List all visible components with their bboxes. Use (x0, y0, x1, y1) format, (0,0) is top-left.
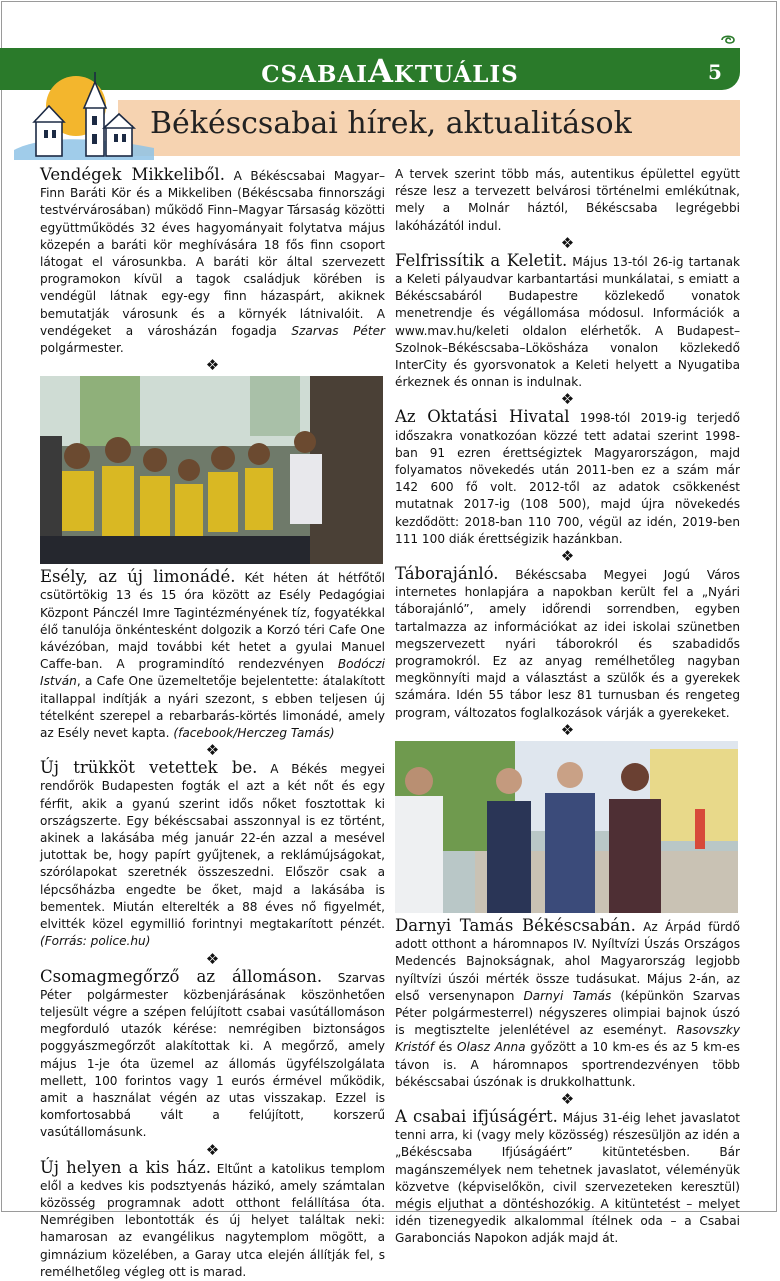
person-name: Bodóczi István (40, 657, 385, 689)
separator-ornament: ❖ (205, 1140, 220, 1159)
article-oktatasi (395, 408, 740, 548)
article-haz (40, 1159, 385, 1281)
right-column (395, 166, 740, 1248)
article-body: Eltűnt a katolikus templom elől a kedves kis podsztyenás házikó, amely számtalan közösség programnak adott otthont felállítása óta. Nemrégiben lebontották és új helyet találtak neki: hamarosan az evangélikus nagytemplom mögött, a gimnázium közelében, a Garay utca elején állítják fel, s remélhetőleg végleg ott is marad. (40, 1161, 385, 1279)
article-body: Két héten át hétfőtől csütörtökig 13 és 15 óra között az Esély Pedagógiai Központ Pánczél Imre Tagintézményének tíz, fogyatékkal élő tanulója önkéntesként dolgozik a Korzó téri Cafe One kávézóban, majd további két hetet a gyulai Manuel Caffe-ban. A programindító rendezvényen (40, 571, 385, 672)
separator-ornament: ❖ (560, 1089, 575, 1108)
article-esely (40, 568, 385, 742)
article-body-end: polgármester. (40, 341, 124, 356)
section-title: Békéscsabai hírek, aktualitások (150, 106, 632, 141)
article-ifjusag (395, 1108, 740, 1248)
person-name: Olasz Anna (457, 1040, 526, 1055)
article-body-end: győzött a 10 km-es és az 5 km-es távon is. A háromnapos sportrendezvényen több békéscsabai úszónak is drukkolhattunk. (395, 1040, 740, 1089)
headline: Az Oktatási Hivatal (395, 407, 570, 427)
article-tervek (395, 166, 740, 235)
article-csomag (40, 968, 385, 1142)
separator-ornament: ❖ (205, 949, 220, 968)
cafe-students-photo (40, 376, 383, 564)
separator-ornament: ❖ (205, 356, 220, 375)
brand-part: A (368, 52, 394, 90)
headline: Felfrissítik a Keletit. (395, 250, 568, 270)
article-mikkeli (40, 166, 385, 357)
page-number: 5 (708, 60, 722, 84)
article-trukk (40, 759, 385, 950)
headline: Csomagmegőrző az állomáson. (40, 966, 323, 986)
article-body: A Békéscsabai Magyar–Finn Baráti Kör és a Mikkeliben (Békéscsaba finnországi testvérvárosában) működő Finn–Magyar Társaság közötti együttműködés 32 éves hagyományait folytatva május közepén a baráti kör meghívására 18 fős finn csoport látogat el városunkba. A baráti kör által szervezett programokon kívül a tagok családjuk körében is vendégül látnak egy-egy finn házaspárt, akiknek bemutatják városunk és a környék látnivalóit. A vendégeket a városházán fogadja (40, 169, 385, 338)
headline: Új trükköt vetettek be. (40, 758, 258, 778)
article-body-end: , a Cafe One üzemeltetője bejelentette: átalakított itallappal indítják a nyári szezont, s ebben teljesen új tételként szerepel a rebarbarás-körtés limonádé, amely az Esély nevet kapta. (40, 674, 385, 741)
church-tower-sun-logo (14, 68, 154, 168)
separator-ornament: ❖ (560, 233, 575, 252)
article-body-mid: és (433, 1040, 457, 1055)
person-name: Darnyi Tamás (523, 988, 612, 1003)
brand-part: CSABAI (261, 61, 369, 88)
article-body-mid: (képünkön Szarvas Péter polgármesterrel) négyszeres olimpiai bajnok úszó is megtisztelte jelenlétével az eseményt. (395, 988, 741, 1038)
article-body: Az Árpád fürdő adott otthont a háromnapos IV. Nyíltvízi Úszás Országos Medencés Bajnokságnak, ahol Magyarország legjobb nyíltvízi úszói mérték össze tudásukat. Május 2-án, az első versenynapon (395, 919, 740, 1003)
article-body: Békéscsaba Megyei Jogú Város internetes honlapjára a napokban került fel a „Nyári táborajánló”, amely időrendi sorrendben, egyben tartalmazza az információkat az idei iskolai szünetben megszervezett nyári táborokról és szabadidős programokról. Ez az anyag remélhetőleg nagyban megkönnyíti majd a választást a szülők és a gyerekek számára. Idén 55 tábor lesz 81 turnusban és rengeteg program, változatos foglalkozások várják a gyerekeket. (395, 568, 740, 720)
brand-part: KTUÁLIS (393, 61, 519, 88)
headline: Új helyen a kis ház. (40, 1157, 211, 1177)
headline: Esély, az új limonádé. (40, 567, 236, 587)
separator-ornament: ❖ (560, 720, 575, 739)
article-keleti (395, 252, 740, 392)
headline: Táborajánló. (395, 564, 499, 584)
swirl-icon (720, 34, 736, 46)
headline: Vendégek Mikkeliből. (40, 165, 225, 184)
article-body: Május 13-tól 26-ig tartanak a Keleti pályaudvar karbantartási munkálatai, s emiatt a Békéscsabáról Budapestre közlekedő vonatok menetrendje és végállomása módosul. Információk a www.mav.hu/keleti oldalon elérhetők. A Budapest–Szolnok–Békéscsaba–Lökösháza vonalon közlekedő InterCity és gyorsvonatok a Keleti helyett a Nyugatiba érkeznek és onnan is indulnak. (395, 254, 740, 390)
article-darnyi (395, 917, 740, 1091)
left-column (40, 166, 385, 1281)
article-body: A tervek szerint több más, autentikus épülettel együtt része lesz a tervezett belvárosi történelmi emlékútnak, mely a Molnár háztól, Békéscsaba legrégebbi lakóházától indul. (395, 167, 740, 233)
separator-ornament: ❖ (205, 741, 220, 760)
separator-ornament: ❖ (560, 547, 575, 566)
article-body: Május 31-éig lehet javaslatot tenni arra, ki (vagy mely közösség) részesüljön az idén a „Békéscsaba Ifjúságáért” kitüntetésben. Bár magánszemélyek nem tehetnek javaslatot, véleményük közvetve (képviselőkön, civil szervezeteken keresztül) mégis eljuthat a döntéshozókig. A kitüntetést – melyet idén tizenegyedik alkalommal ítélnek oda – a Csabai Garabonciás Napokon adják majd át. (395, 1110, 740, 1246)
separator-ornament: ❖ (560, 390, 575, 409)
headline: A csabai ifjúságért. (395, 1106, 558, 1126)
article-body: Szarvas Péter polgármester közbenjárásának köszönhetően teljesült végre a szépen felújított csabai vasútállomáson megforduló utazók kérése: nemrégiben biztonságos poggyászmegőrzőt alakítottak ki. A megőrző, amely május 1-je óta üzemel az állomás ügyfélszolgálata mellett, 100 forintos vagy 1 eurós érmével működik, amit a használat végén az utas visszakap. Ezzel is komfortosabbá vált a felújított, korszerű vasútállomásunk. (40, 970, 385, 1140)
article-source: (Forrás: police.hu) (40, 934, 151, 949)
person-name: Rasovszky Kristóf (395, 1023, 740, 1055)
headline: Darnyi Tamás Békéscsabán. (395, 915, 636, 935)
person-name: Szarvas Péter (291, 323, 385, 338)
pool-officials-photo (395, 741, 738, 913)
article-body: 1998-tól 2019-ig terjedő időszakra vonatkozóan közzé tett adatai szerint 1998-ban 91 ezren érettségiztek Magyarországon, majd folyamatos növekedés után 2011-ben ez a szám már 142 600 fő volt. 2012-től az adatok csökkenést mutatnak 2017-ig (108 500), majd újra növekedés kezdődött: 2018-ban 110 700, végül az idén, 2019-ben 111 100 diák érettségizik hazánkban. (395, 411, 740, 546)
article-body: A Békés megyei rendőrök Budapesten fogták el azt a két nőt és egy férfit, akik a gyanú szerint idős nőket fosztottak ki országszerte. Egy békéscsabai asszonnyal is ez történt, akinek a lakásába még január 22-én azzal a mesével jutottak be, hogy papírt gyűjtenek, a reklámújságokat, szórólapokat szeretnék összeszedni. Először csak a lépcsőházba engedte be őket, majd a lakásába is bementek. Miután elterelték a 88 éves nő figyelmét, elvitték közel egymillió forintnyi megtakarított pénzét. (40, 762, 385, 932)
article-tabor (395, 565, 740, 722)
article-source: (facebook/Herczeg Tamás) (173, 726, 335, 741)
